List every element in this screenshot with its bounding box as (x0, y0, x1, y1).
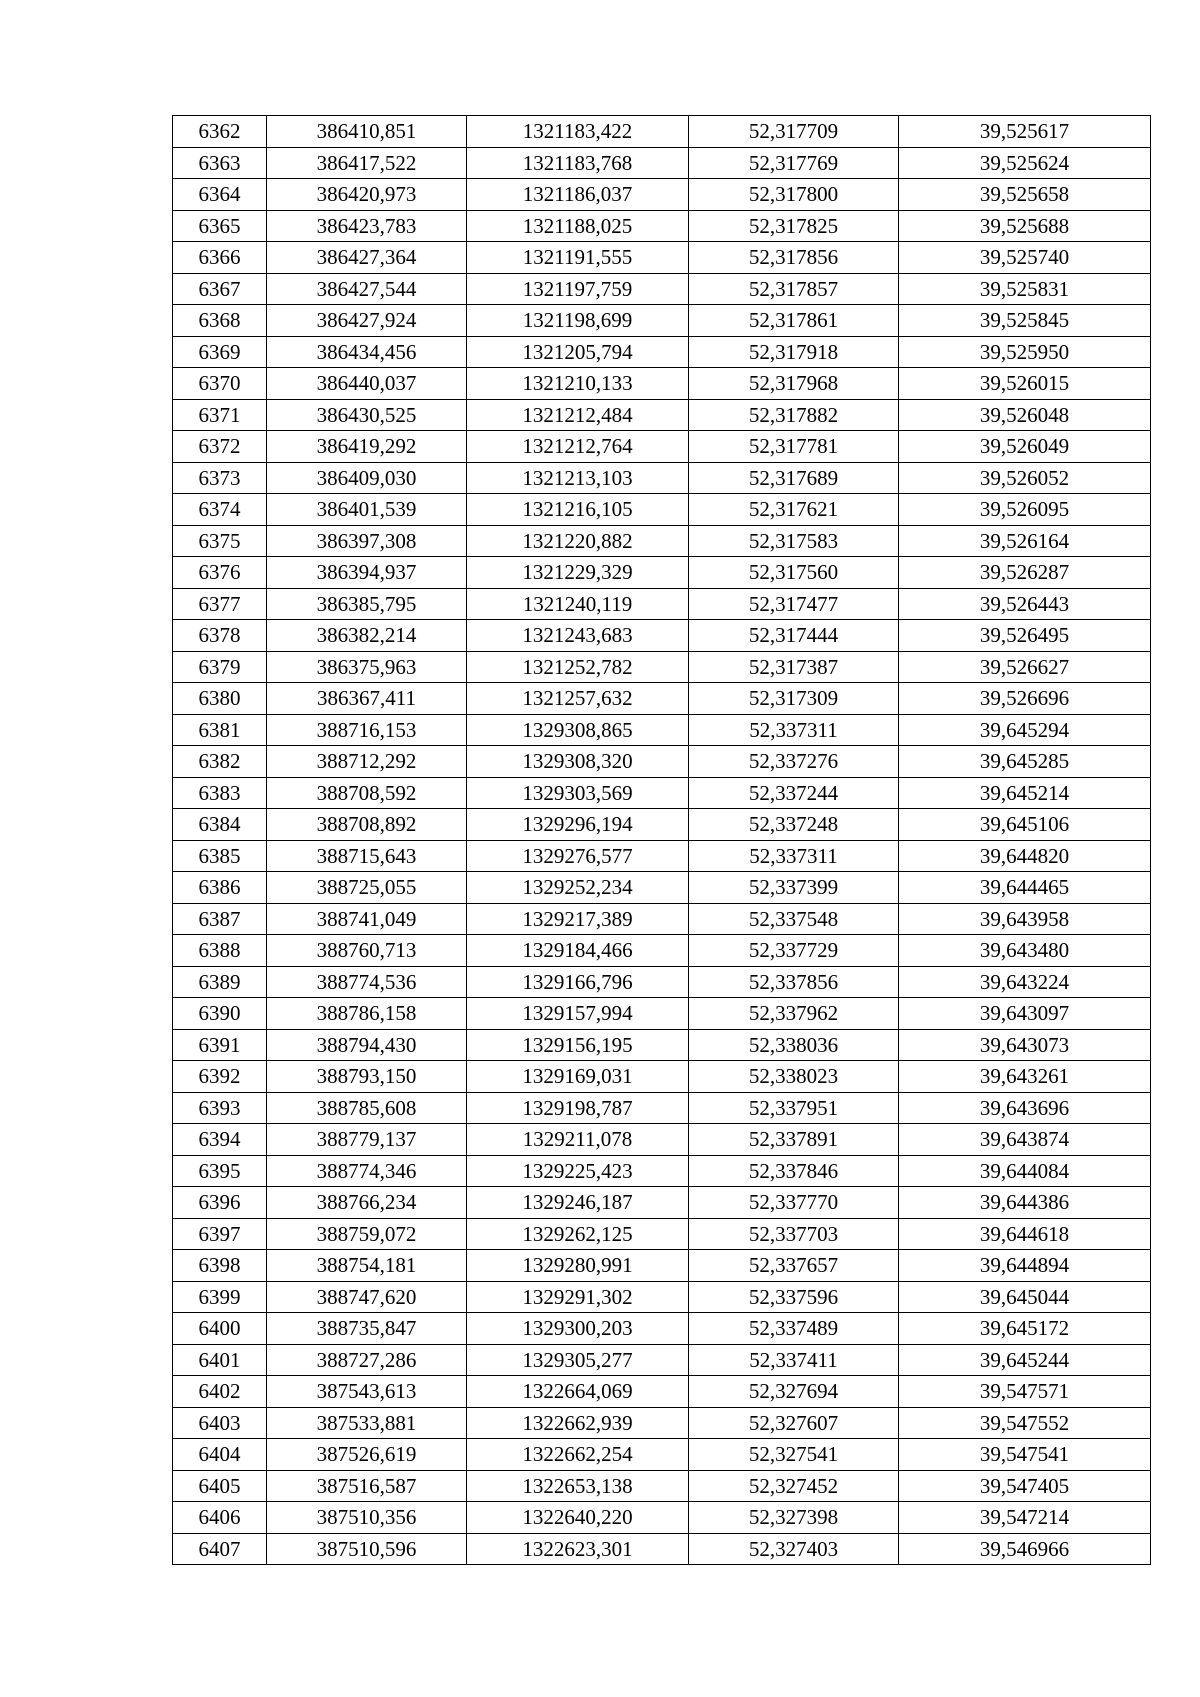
point-number-cell: 6399 (173, 1281, 267, 1313)
table-row (173, 1344, 1151, 1376)
longitude-cell: 39,526015 (899, 368, 1151, 400)
table-row (173, 494, 1151, 526)
y-coordinate-cell: 1329225,423 (467, 1155, 689, 1187)
longitude-cell: 39,547571 (899, 1376, 1151, 1408)
longitude-cell: 39,546966 (899, 1533, 1151, 1565)
point-number-cell: 6391 (173, 1029, 267, 1061)
point-number-cell: 6375 (173, 525, 267, 557)
x-coordinate-cell: 388786,158 (267, 998, 467, 1030)
y-coordinate-cell: 1321229,329 (467, 557, 689, 589)
y-coordinate-cell: 1321220,882 (467, 525, 689, 557)
longitude-cell: 39,643224 (899, 966, 1151, 998)
longitude-cell: 39,643073 (899, 1029, 1151, 1061)
x-coordinate-cell: 388794,430 (267, 1029, 467, 1061)
longitude-cell: 39,644084 (899, 1155, 1151, 1187)
table-row (173, 1470, 1151, 1502)
latitude-cell: 52,337244 (689, 777, 899, 809)
y-coordinate-cell: 1322662,254 (467, 1439, 689, 1471)
latitude-cell: 52,327398 (689, 1502, 899, 1534)
x-coordinate-cell: 387516,587 (267, 1470, 467, 1502)
table-row (173, 368, 1151, 400)
y-coordinate-cell: 1321257,632 (467, 683, 689, 715)
y-coordinate-cell: 1321210,133 (467, 368, 689, 400)
table-row (173, 1218, 1151, 1250)
table-row (173, 903, 1151, 935)
point-number-cell: 6404 (173, 1439, 267, 1471)
y-coordinate-cell: 1329211,078 (467, 1124, 689, 1156)
y-coordinate-cell: 1321243,683 (467, 620, 689, 652)
x-coordinate-cell: 386397,308 (267, 525, 467, 557)
longitude-cell: 39,526627 (899, 651, 1151, 683)
latitude-cell: 52,317918 (689, 336, 899, 368)
x-coordinate-cell: 387510,596 (267, 1533, 467, 1565)
longitude-cell: 39,525688 (899, 210, 1151, 242)
point-number-cell: 6388 (173, 935, 267, 967)
point-number-cell: 6381 (173, 714, 267, 746)
latitude-cell: 52,337770 (689, 1187, 899, 1219)
longitude-cell: 39,525740 (899, 242, 1151, 274)
latitude-cell: 52,317856 (689, 242, 899, 274)
table-row (173, 935, 1151, 967)
point-number-cell: 6386 (173, 872, 267, 904)
latitude-cell: 52,337489 (689, 1313, 899, 1345)
point-number-cell: 6407 (173, 1533, 267, 1565)
table-row (173, 305, 1151, 337)
latitude-cell: 52,317861 (689, 305, 899, 337)
point-number-cell: 6398 (173, 1250, 267, 1282)
x-coordinate-cell: 388774,346 (267, 1155, 467, 1187)
table-row (173, 1187, 1151, 1219)
y-coordinate-cell: 1329252,234 (467, 872, 689, 904)
longitude-cell: 39,526287 (899, 557, 1151, 589)
x-coordinate-cell: 388712,292 (267, 746, 467, 778)
y-coordinate-cell: 1321213,103 (467, 462, 689, 494)
latitude-cell: 52,337856 (689, 966, 899, 998)
y-coordinate-cell: 1321183,768 (467, 147, 689, 179)
x-coordinate-cell: 386401,539 (267, 494, 467, 526)
table-row (173, 210, 1151, 242)
table-row (173, 1155, 1151, 1187)
point-number-cell: 6403 (173, 1407, 267, 1439)
y-coordinate-cell: 1321216,105 (467, 494, 689, 526)
point-number-cell: 6401 (173, 1344, 267, 1376)
longitude-cell: 39,526048 (899, 399, 1151, 431)
x-coordinate-cell: 386410,851 (267, 116, 467, 148)
y-coordinate-cell: 1329308,320 (467, 746, 689, 778)
x-coordinate-cell: 388716,153 (267, 714, 467, 746)
point-number-cell: 6393 (173, 1092, 267, 1124)
table-row (173, 809, 1151, 841)
y-coordinate-cell: 1329156,195 (467, 1029, 689, 1061)
longitude-cell: 39,645214 (899, 777, 1151, 809)
y-coordinate-cell: 1321252,782 (467, 651, 689, 683)
x-coordinate-cell: 386419,292 (267, 431, 467, 463)
y-coordinate-cell: 1321240,119 (467, 588, 689, 620)
latitude-cell: 52,317621 (689, 494, 899, 526)
y-coordinate-cell: 1329198,787 (467, 1092, 689, 1124)
y-coordinate-cell: 1321197,759 (467, 273, 689, 305)
x-coordinate-cell: 388793,150 (267, 1061, 467, 1093)
longitude-cell: 39,645244 (899, 1344, 1151, 1376)
latitude-cell: 52,317689 (689, 462, 899, 494)
table-row (173, 399, 1151, 431)
latitude-cell: 52,317825 (689, 210, 899, 242)
table-row (173, 966, 1151, 998)
table-row (173, 242, 1151, 274)
table-row (173, 1250, 1151, 1282)
latitude-cell: 52,338023 (689, 1061, 899, 1093)
table-row (173, 1281, 1151, 1313)
y-coordinate-cell: 1329246,187 (467, 1187, 689, 1219)
longitude-cell: 39,643261 (899, 1061, 1151, 1093)
latitude-cell: 52,337276 (689, 746, 899, 778)
longitude-cell: 39,547214 (899, 1502, 1151, 1534)
y-coordinate-cell: 1329280,991 (467, 1250, 689, 1282)
x-coordinate-cell: 388774,536 (267, 966, 467, 998)
longitude-cell: 39,526049 (899, 431, 1151, 463)
longitude-cell: 39,643874 (899, 1124, 1151, 1156)
x-coordinate-cell: 388708,592 (267, 777, 467, 809)
latitude-cell: 52,337311 (689, 714, 899, 746)
longitude-cell: 39,645172 (899, 1313, 1151, 1345)
x-coordinate-cell: 388747,620 (267, 1281, 467, 1313)
y-coordinate-cell: 1321191,555 (467, 242, 689, 274)
point-number-cell: 6395 (173, 1155, 267, 1187)
point-number-cell: 6373 (173, 462, 267, 494)
x-coordinate-cell: 388715,643 (267, 840, 467, 872)
x-coordinate-cell: 386427,544 (267, 273, 467, 305)
x-coordinate-cell: 388754,181 (267, 1250, 467, 1282)
y-coordinate-cell: 1321212,484 (467, 399, 689, 431)
x-coordinate-cell: 386385,795 (267, 588, 467, 620)
point-number-cell: 6402 (173, 1376, 267, 1408)
longitude-cell: 39,547541 (899, 1439, 1151, 1471)
table-row (173, 683, 1151, 715)
x-coordinate-cell: 387533,881 (267, 1407, 467, 1439)
y-coordinate-cell: 1329169,031 (467, 1061, 689, 1093)
longitude-cell: 39,526696 (899, 683, 1151, 715)
table-row (173, 1439, 1151, 1471)
point-number-cell: 6370 (173, 368, 267, 400)
longitude-cell: 39,644894 (899, 1250, 1151, 1282)
latitude-cell: 52,317560 (689, 557, 899, 589)
latitude-cell: 52,317781 (689, 431, 899, 463)
longitude-cell: 39,645044 (899, 1281, 1151, 1313)
point-number-cell: 6389 (173, 966, 267, 998)
point-number-cell: 6396 (173, 1187, 267, 1219)
latitude-cell: 52,317387 (689, 651, 899, 683)
table-row (173, 872, 1151, 904)
longitude-cell: 39,644618 (899, 1218, 1151, 1250)
table-row (173, 1061, 1151, 1093)
longitude-cell: 39,644465 (899, 872, 1151, 904)
latitude-cell: 52,337596 (689, 1281, 899, 1313)
latitude-cell: 52,317769 (689, 147, 899, 179)
x-coordinate-cell: 388741,049 (267, 903, 467, 935)
point-number-cell: 6367 (173, 273, 267, 305)
latitude-cell: 52,327541 (689, 1439, 899, 1471)
point-number-cell: 6362 (173, 116, 267, 148)
point-number-cell: 6378 (173, 620, 267, 652)
latitude-cell: 52,337951 (689, 1092, 899, 1124)
y-coordinate-cell: 1329157,994 (467, 998, 689, 1030)
coordinates-table-body (173, 116, 1151, 1565)
y-coordinate-cell: 1329305,277 (467, 1344, 689, 1376)
latitude-cell: 52,337657 (689, 1250, 899, 1282)
point-number-cell: 6377 (173, 588, 267, 620)
latitude-cell: 52,338036 (689, 1029, 899, 1061)
table-row (173, 1502, 1151, 1534)
y-coordinate-cell: 1329303,569 (467, 777, 689, 809)
y-coordinate-cell: 1321183,422 (467, 116, 689, 148)
longitude-cell: 39,643696 (899, 1092, 1151, 1124)
x-coordinate-cell: 386427,924 (267, 305, 467, 337)
longitude-cell: 39,525950 (899, 336, 1151, 368)
point-number-cell: 6366 (173, 242, 267, 274)
table-row (173, 116, 1151, 148)
y-coordinate-cell: 1322653,138 (467, 1470, 689, 1502)
latitude-cell: 52,327452 (689, 1470, 899, 1502)
x-coordinate-cell: 387543,613 (267, 1376, 467, 1408)
latitude-cell: 52,317857 (689, 273, 899, 305)
x-coordinate-cell: 388766,234 (267, 1187, 467, 1219)
table-row (173, 336, 1151, 368)
longitude-cell: 39,526095 (899, 494, 1151, 526)
x-coordinate-cell: 388759,072 (267, 1218, 467, 1250)
y-coordinate-cell: 1329291,302 (467, 1281, 689, 1313)
point-number-cell: 6387 (173, 903, 267, 935)
x-coordinate-cell: 387510,356 (267, 1502, 467, 1534)
point-number-cell: 6368 (173, 305, 267, 337)
latitude-cell: 52,337962 (689, 998, 899, 1030)
latitude-cell: 52,317709 (689, 116, 899, 148)
table-row (173, 273, 1151, 305)
x-coordinate-cell: 386440,037 (267, 368, 467, 400)
y-coordinate-cell: 1329217,389 (467, 903, 689, 935)
y-coordinate-cell: 1321212,764 (467, 431, 689, 463)
y-coordinate-cell: 1329166,796 (467, 966, 689, 998)
table-row (173, 1092, 1151, 1124)
longitude-cell: 39,526164 (899, 525, 1151, 557)
y-coordinate-cell: 1329296,194 (467, 809, 689, 841)
x-coordinate-cell: 388725,055 (267, 872, 467, 904)
point-number-cell: 6390 (173, 998, 267, 1030)
table-row (173, 557, 1151, 589)
point-number-cell: 6364 (173, 179, 267, 211)
y-coordinate-cell: 1329262,125 (467, 1218, 689, 1250)
point-number-cell: 6374 (173, 494, 267, 526)
point-number-cell: 6379 (173, 651, 267, 683)
point-number-cell: 6371 (173, 399, 267, 431)
table-row (173, 746, 1151, 778)
x-coordinate-cell: 386434,456 (267, 336, 467, 368)
latitude-cell: 52,317800 (689, 179, 899, 211)
latitude-cell: 52,317968 (689, 368, 899, 400)
longitude-cell: 39,644386 (899, 1187, 1151, 1219)
table-row (173, 179, 1151, 211)
point-number-cell: 6392 (173, 1061, 267, 1093)
point-number-cell: 6384 (173, 809, 267, 841)
latitude-cell: 52,337846 (689, 1155, 899, 1187)
x-coordinate-cell: 388735,847 (267, 1313, 467, 1345)
y-coordinate-cell: 1329308,865 (467, 714, 689, 746)
point-number-cell: 6380 (173, 683, 267, 715)
y-coordinate-cell: 1322662,939 (467, 1407, 689, 1439)
x-coordinate-cell: 386367,411 (267, 683, 467, 715)
x-coordinate-cell: 386394,937 (267, 557, 467, 589)
point-number-cell: 6406 (173, 1502, 267, 1534)
table-row (173, 462, 1151, 494)
latitude-cell: 52,337891 (689, 1124, 899, 1156)
table-row (173, 588, 1151, 620)
point-number-cell: 6383 (173, 777, 267, 809)
latitude-cell: 52,317882 (689, 399, 899, 431)
y-coordinate-cell: 1321198,699 (467, 305, 689, 337)
table-row (173, 714, 1151, 746)
coordinates-table (172, 115, 1151, 1565)
table-row (173, 1313, 1151, 1345)
latitude-cell: 52,327607 (689, 1407, 899, 1439)
point-number-cell: 6400 (173, 1313, 267, 1345)
x-coordinate-cell: 386382,214 (267, 620, 467, 652)
latitude-cell: 52,337311 (689, 840, 899, 872)
longitude-cell: 39,525845 (899, 305, 1151, 337)
y-coordinate-cell: 1321205,794 (467, 336, 689, 368)
table-row (173, 998, 1151, 1030)
table-row (173, 525, 1151, 557)
point-number-cell: 6394 (173, 1124, 267, 1156)
longitude-cell: 39,547405 (899, 1470, 1151, 1502)
table-row (173, 651, 1151, 683)
latitude-cell: 52,337729 (689, 935, 899, 967)
point-number-cell: 6372 (173, 431, 267, 463)
table-row (173, 1407, 1151, 1439)
y-coordinate-cell: 1322623,301 (467, 1533, 689, 1565)
latitude-cell: 52,337399 (689, 872, 899, 904)
longitude-cell: 39,526443 (899, 588, 1151, 620)
latitude-cell: 52,317477 (689, 588, 899, 620)
longitude-cell: 39,525831 (899, 273, 1151, 305)
table-row (173, 620, 1151, 652)
point-number-cell: 6365 (173, 210, 267, 242)
y-coordinate-cell: 1322640,220 (467, 1502, 689, 1534)
y-coordinate-cell: 1321188,025 (467, 210, 689, 242)
x-coordinate-cell: 386423,783 (267, 210, 467, 242)
latitude-cell: 52,317309 (689, 683, 899, 715)
table-row (173, 1124, 1151, 1156)
x-coordinate-cell: 388708,892 (267, 809, 467, 841)
table-row (173, 431, 1151, 463)
table-row (173, 1376, 1151, 1408)
latitude-cell: 52,327694 (689, 1376, 899, 1408)
point-number-cell: 6363 (173, 147, 267, 179)
longitude-cell: 39,643480 (899, 935, 1151, 967)
point-number-cell: 6405 (173, 1470, 267, 1502)
table-row (173, 1533, 1151, 1565)
y-coordinate-cell: 1329276,577 (467, 840, 689, 872)
longitude-cell: 39,525658 (899, 179, 1151, 211)
longitude-cell: 39,525617 (899, 116, 1151, 148)
longitude-cell: 39,645285 (899, 746, 1151, 778)
table-row (173, 777, 1151, 809)
latitude-cell: 52,327403 (689, 1533, 899, 1565)
longitude-cell: 39,643958 (899, 903, 1151, 935)
latitude-cell: 52,317444 (689, 620, 899, 652)
x-coordinate-cell: 388760,713 (267, 935, 467, 967)
x-coordinate-cell: 388779,137 (267, 1124, 467, 1156)
longitude-cell: 39,644820 (899, 840, 1151, 872)
longitude-cell: 39,526495 (899, 620, 1151, 652)
longitude-cell: 39,526052 (899, 462, 1151, 494)
x-coordinate-cell: 388727,286 (267, 1344, 467, 1376)
latitude-cell: 52,337411 (689, 1344, 899, 1376)
x-coordinate-cell: 388785,608 (267, 1092, 467, 1124)
x-coordinate-cell: 386409,030 (267, 462, 467, 494)
latitude-cell: 52,317583 (689, 525, 899, 557)
x-coordinate-cell: 386375,963 (267, 651, 467, 683)
longitude-cell: 39,645294 (899, 714, 1151, 746)
x-coordinate-cell: 386427,364 (267, 242, 467, 274)
y-coordinate-cell: 1321186,037 (467, 179, 689, 211)
latitude-cell: 52,337703 (689, 1218, 899, 1250)
x-coordinate-cell: 386417,522 (267, 147, 467, 179)
point-number-cell: 6382 (173, 746, 267, 778)
latitude-cell: 52,337248 (689, 809, 899, 841)
table-row (173, 1029, 1151, 1061)
latitude-cell: 52,337548 (689, 903, 899, 935)
x-coordinate-cell: 386430,525 (267, 399, 467, 431)
table-row (173, 840, 1151, 872)
y-coordinate-cell: 1329300,203 (467, 1313, 689, 1345)
x-coordinate-cell: 386420,973 (267, 179, 467, 211)
y-coordinate-cell: 1329184,466 (467, 935, 689, 967)
point-number-cell: 6376 (173, 557, 267, 589)
longitude-cell: 39,643097 (899, 998, 1151, 1030)
point-number-cell: 6397 (173, 1218, 267, 1250)
longitude-cell: 39,645106 (899, 809, 1151, 841)
x-coordinate-cell: 387526,619 (267, 1439, 467, 1471)
longitude-cell: 39,547552 (899, 1407, 1151, 1439)
point-number-cell: 6385 (173, 840, 267, 872)
table-row (173, 147, 1151, 179)
longitude-cell: 39,525624 (899, 147, 1151, 179)
point-number-cell: 6369 (173, 336, 267, 368)
y-coordinate-cell: 1322664,069 (467, 1376, 689, 1408)
